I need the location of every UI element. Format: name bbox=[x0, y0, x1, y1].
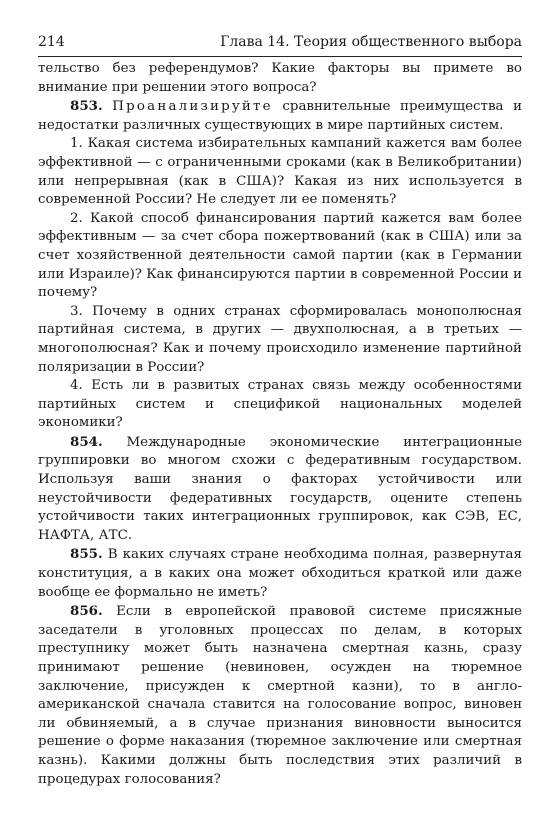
header-rule bbox=[38, 56, 522, 57]
page-number: 214 bbox=[38, 34, 65, 50]
exercise-number: 854. bbox=[70, 433, 103, 450]
exercise-856: 856. Если в европейской правовой системе присяжные заседатели в уголовных процессах по делам, в которых преступнику может быть назначена смертная казнь, сразу принимают решение (невиновен, осужден на тюремное заключение, присужден к смертной казни), то в англо-американской сначала ставится на голосование вопрос, виновен ли обвиняемый, а в случае признания виновности выносится решение о форме наказания (тюремное заключение или смертная казнь). Какими должны быть последствия этих различий в процедурах голосования? bbox=[38, 603, 522, 787]
exercise-853: 853. Проанализируйте сравнительные преимущества и недостатки различных существующих в мире партийных систем. bbox=[38, 98, 522, 133]
page-body bbox=[38, 60, 522, 789]
running-header bbox=[38, 32, 522, 54]
exercise-855: 855. В каких случаях стране необходима полная, развернутая конституция, а в каких она может обходиться краткой или даже вообще ее формально не иметь? bbox=[38, 546, 522, 600]
exercise-854: 854. Международные экономические интеграционные группировки во многом схожи с федеративным государством. Используя ваши знания о факторах устойчивости или неустойчивости федеративных государств, оцените степень устойчивости таких интеграционных группировок, как СЭВ, ЕС, НАФТА, АТС. bbox=[38, 433, 522, 543]
question-3: 3. Почему в одних странах сформировалась монополюсная партийная система, в других — двухполюсная, а в третьих — многополюсная? Как и почему происходило изменение партийной поляризации в России? bbox=[38, 303, 522, 375]
exercise-number: 853. bbox=[70, 98, 103, 115]
paragraph-continuation: тельство без референдумов? Какие факторы вы примете во внимание при решении этого вопроса? bbox=[38, 61, 522, 95]
exercise-number: 855. bbox=[70, 546, 103, 563]
question-4: 4. Есть ли в развитых странах связь между особенностями партийных систем и спецификой национальных моделей экономики? bbox=[38, 378, 522, 431]
question-1: 1. Какая система избирательных кампаний кажется вам более эффективной — с ограниченными сроками (как в Великобритании) или непрерывная (как в США)? Какая из них используется в современной России? Не следует ли ее поменять? bbox=[38, 136, 522, 208]
exercise-number: 856. bbox=[70, 603, 103, 620]
exercise-lead-word: Проанализируйте bbox=[112, 99, 273, 115]
chapter-title: Глава 14. Теория общественного выбора bbox=[220, 34, 522, 50]
question-2: 2. Какой способ финансирования партий кажется вам более эффективным — за счет сбора пожертвований (как в США) или за счет хозяйственной деятельности самой партии (как в Германии или Израиле)? Как финансируются партии в современной России и почему? bbox=[38, 210, 522, 301]
